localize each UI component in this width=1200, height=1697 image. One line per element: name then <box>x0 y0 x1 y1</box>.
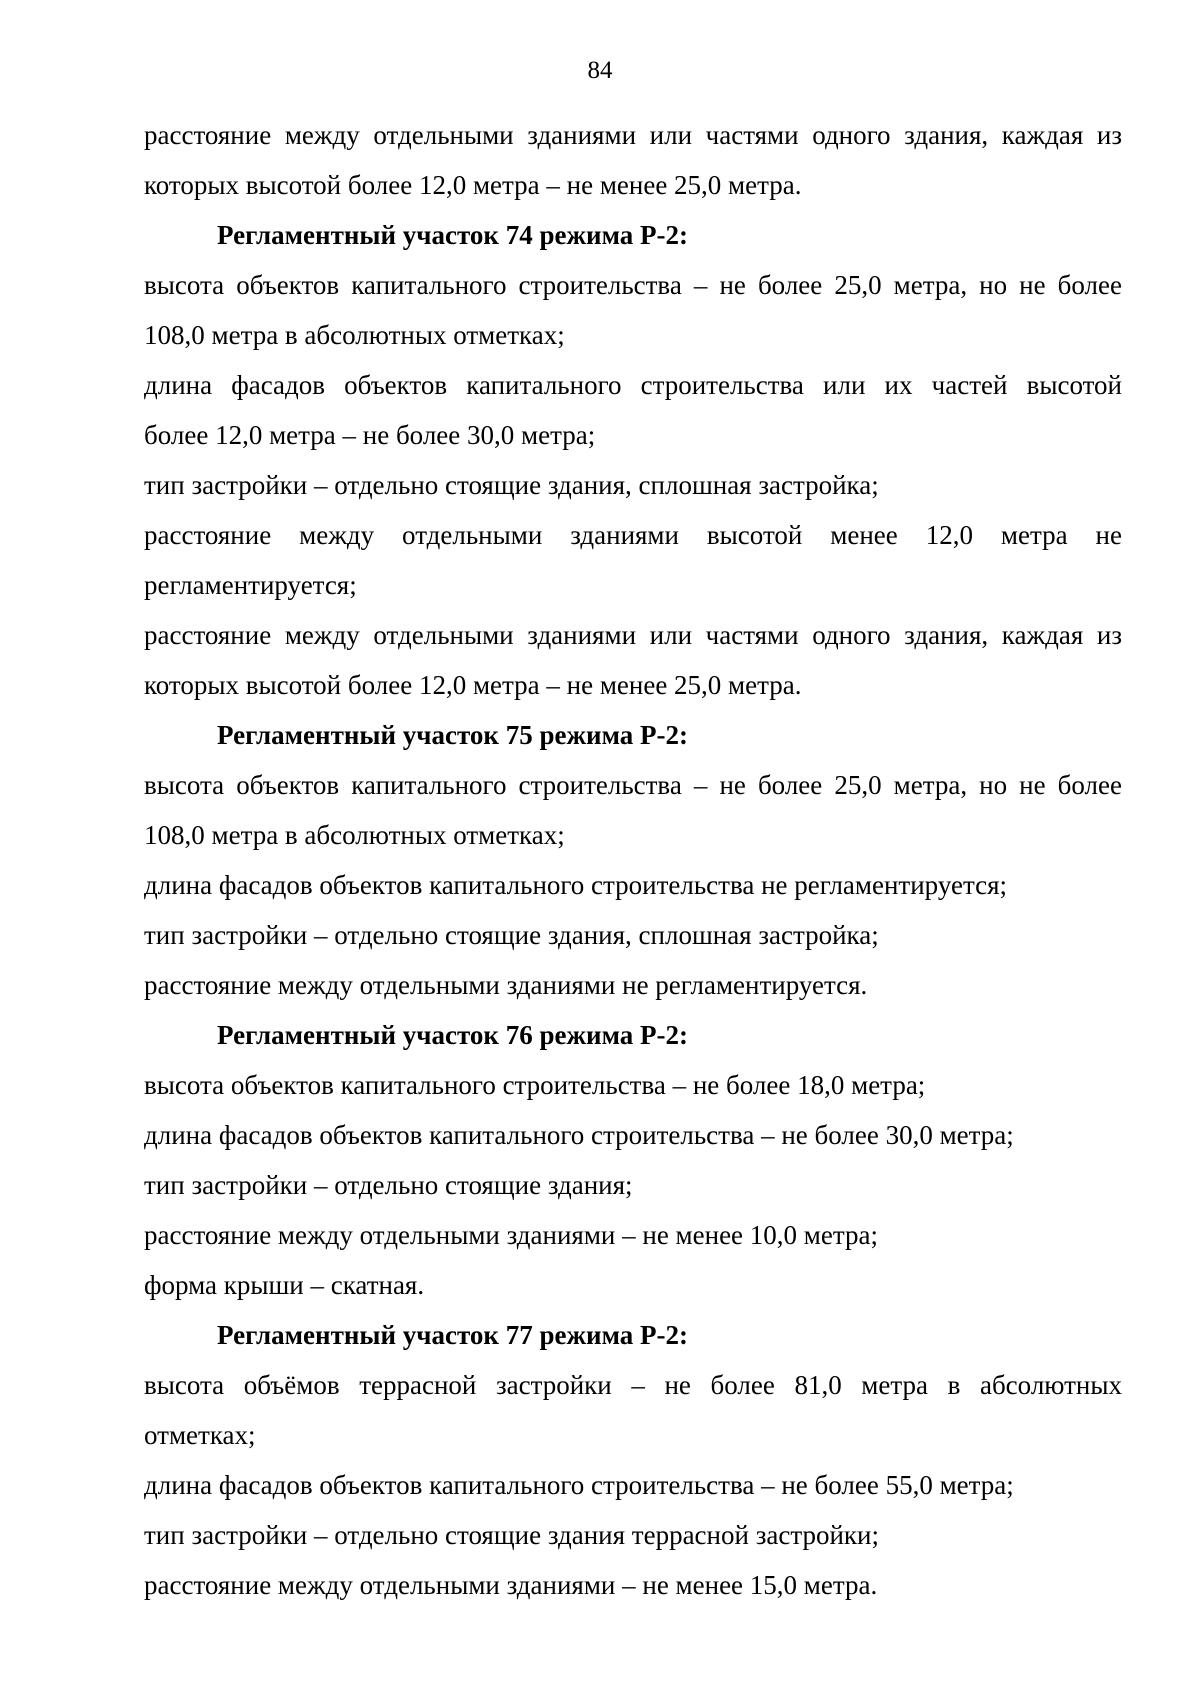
text-line: 108,0 метра в абсолютных отметках; <box>144 820 565 850</box>
text-line: тип застройки – отдельно стоящие здания, сплошная застройка; <box>144 920 879 950</box>
text-line: расстояние между отдельными зданиями не регламентируется. <box>144 970 868 1000</box>
page-body <box>144 112 1122 1612</box>
text-line: высота объектов капитального строительства – не более 25,0 метра, но не более <box>144 270 1122 300</box>
section-heading: Регламентный участок 76 режима Р-2: <box>217 1020 689 1050</box>
text-line: форма крыши – скатная. <box>144 1270 425 1300</box>
text-line: длина фасадов объектов капитального строительства не регламентируется; <box>144 870 1007 900</box>
text-line: более 12,0 метра – не более 30,0 метра; <box>144 420 596 450</box>
text-line: расстояние между отдельными зданиями или частями одного здания, каждая из <box>144 620 1122 650</box>
text-line: длина фасадов объектов капитального строительства или их частей высотой <box>144 370 1122 400</box>
text-line: высота объектов капитального строительства – не более 25,0 метра, но не более <box>144 770 1122 800</box>
text-line: регламентируется; <box>144 570 357 600</box>
text-line: расстояние между отдельными зданиями – не менее 10,0 метра; <box>144 1220 878 1250</box>
text-line: расстояние между отдельными зданиями высотой менее 12,0 метра не <box>144 520 1122 550</box>
text-line: тип застройки – отдельно стоящие здания, сплошная застройка; <box>144 470 879 500</box>
text-line: высота объектов капитального строительства – не более 18,0 метра; <box>144 1070 926 1100</box>
section-heading: Регламентный участок 77 режима Р-2: <box>217 1320 689 1350</box>
text-line: которых высотой более 12,0 метра – не менее 25,0 метра. <box>144 170 802 200</box>
text-line: длина фасадов объектов капитального строительства – не более 30,0 метра; <box>144 1120 1014 1150</box>
text-line: 108,0 метра в абсолютных отметках; <box>144 320 565 350</box>
text-line: тип застройки – отдельно стоящие здания; <box>144 1170 633 1200</box>
page-number: 84 <box>587 57 613 84</box>
text-line: тип застройки – отдельно стоящие здания террасной застройки; <box>144 1520 879 1550</box>
section-heading: Регламентный участок 74 режима Р-2: <box>217 220 689 250</box>
text-line: высота объёмов террасной застройки – не более 81,0 метра в абсолютных <box>144 1370 1122 1400</box>
text-line: расстояние между отдельными зданиями или частями одного здания, каждая из <box>144 120 1122 150</box>
text-line: которых высотой более 12,0 метра – не менее 25,0 метра. <box>144 670 802 700</box>
section-heading: Регламентный участок 75 режима Р-2: <box>217 720 689 750</box>
text-line: отметках; <box>144 1420 256 1450</box>
text-line: длина фасадов объектов капитального строительства – не более 55,0 метра; <box>144 1470 1014 1500</box>
text-line: расстояние между отдельными зданиями – не менее 15,0 метра. <box>144 1570 878 1600</box>
